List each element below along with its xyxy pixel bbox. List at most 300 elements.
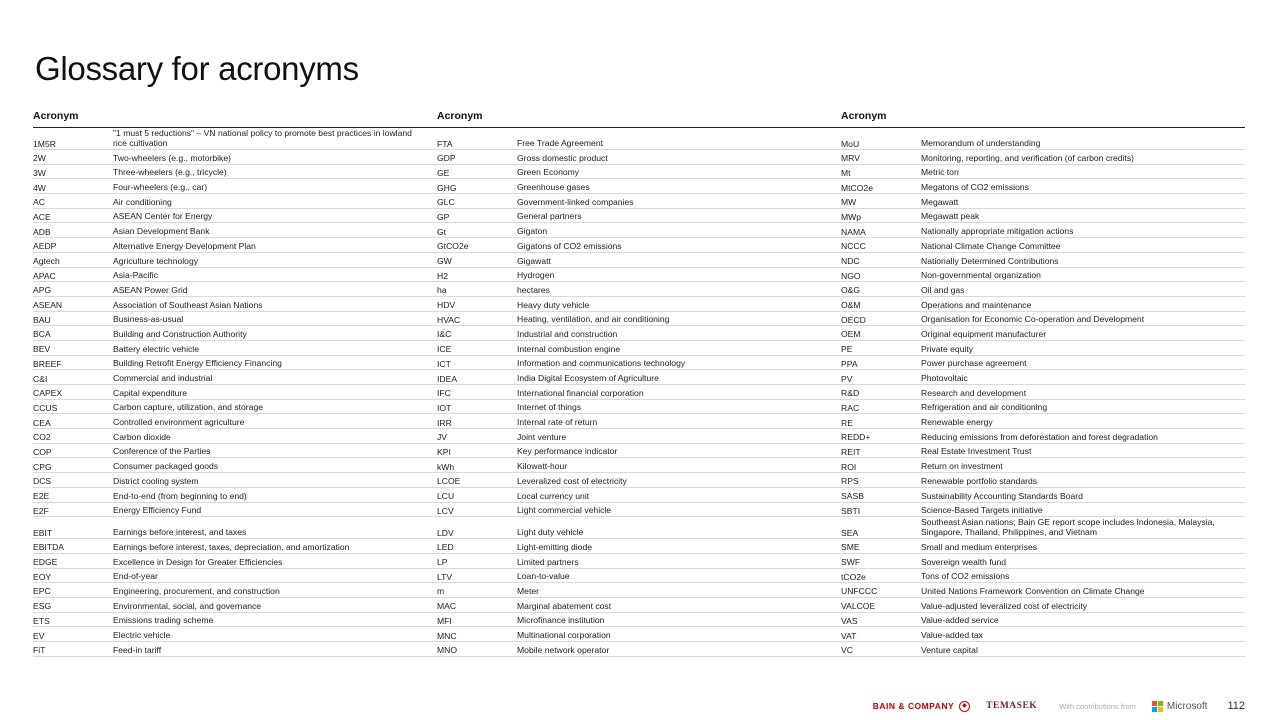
table-row	[437, 444, 841, 459]
table-row	[33, 341, 437, 356]
acronym-cell: IOT	[437, 402, 452, 413]
acronym-cell: GHG	[437, 182, 457, 193]
page-title: Glossary for acronyms	[35, 50, 359, 87]
table-row	[437, 150, 841, 165]
definition-cell: Alternative Energy Development Plan	[113, 240, 256, 251]
table-row	[841, 539, 1245, 554]
acronym-cell: O&G	[841, 285, 861, 296]
definition-cell: Mobile network operator	[517, 644, 610, 655]
table-row	[33, 642, 437, 657]
table-row	[33, 517, 437, 539]
acronym-cell: Mt	[841, 167, 851, 178]
acronym-cell: m	[437, 586, 445, 597]
table-row	[841, 473, 1245, 488]
table-row	[437, 569, 841, 584]
acronym-cell: NDC	[841, 256, 860, 266]
table-row	[841, 128, 1245, 150]
acronym-cell: DCS	[33, 476, 52, 487]
definition-cell: Value-added service	[921, 615, 999, 626]
definition-cell: Environmental, social, and governance	[113, 600, 262, 611]
definition-cell: United Nations Framework Convention on Climate Change	[921, 585, 1145, 596]
acronym-cell: CAPEX	[33, 388, 63, 399]
acronym-cell: MRV	[841, 153, 860, 164]
table-row	[437, 598, 841, 613]
definition-cell: Sustainability Accounting Standards Board	[921, 490, 1083, 501]
table-row	[33, 128, 437, 150]
acronym-cell: MoU	[841, 138, 860, 149]
table-row	[437, 642, 841, 657]
table-row	[33, 253, 437, 268]
definition-cell: Real Estate Investment Trust	[921, 446, 1032, 457]
table-row	[33, 458, 437, 473]
definition-cell: Light commercial vehicle	[517, 505, 612, 516]
definition-cell: Meter	[517, 585, 539, 596]
acronym-cell: ICT	[437, 358, 451, 369]
definition-cell: Industrial and construction	[517, 328, 618, 339]
definition-cell: District cooling system	[113, 475, 199, 486]
acronym-cell: IFC	[437, 388, 451, 399]
table-row	[841, 253, 1245, 268]
definition-cell: Megawatt peak	[921, 211, 980, 222]
acronym-cell: 3W	[33, 167, 46, 178]
definition-cell: Value-adjusted leveralized cost of electricity	[921, 600, 1088, 611]
table-row	[841, 312, 1245, 327]
acronym-cell: UNFCCC	[841, 586, 878, 597]
table-row	[437, 458, 841, 473]
table-row	[841, 488, 1245, 503]
table-row	[841, 385, 1245, 400]
acronym-cell: MFI	[437, 615, 452, 626]
table-row	[437, 613, 841, 628]
table-row	[841, 209, 1245, 224]
definition-cell: Green Economy	[517, 167, 580, 178]
glossary-column-2	[437, 128, 841, 657]
acronym-cell: GP	[437, 211, 450, 222]
acronym-cell: EBIT	[33, 527, 53, 538]
acronym-cell: 4W	[33, 182, 46, 193]
acronym-cell: CO2	[33, 432, 51, 443]
table-row	[841, 326, 1245, 341]
acronym-cell: SWF	[841, 557, 861, 568]
table-row	[437, 253, 841, 268]
definition-cell: Internet of things	[517, 402, 582, 413]
table-row	[33, 356, 437, 371]
table-row	[841, 297, 1245, 312]
acronym-cell: R&D	[841, 388, 860, 399]
definition-cell: General partners	[517, 211, 582, 222]
definition-cell: Marginal abatement cost	[517, 600, 612, 611]
definition-cell: Internal combustion engine	[517, 343, 621, 354]
table-row	[437, 539, 841, 554]
acronym-cell: LCU	[437, 491, 455, 501]
acronym-cell: ETS	[33, 615, 50, 626]
table-row	[33, 627, 437, 642]
table-row	[437, 400, 841, 415]
definition-cell: Free Trade Agreement	[517, 138, 603, 148]
acronym-cell: EDGE	[33, 557, 58, 568]
definition-cell: Research and development	[921, 387, 1027, 398]
table-row	[437, 326, 841, 341]
definition-cell: Gigaton	[517, 226, 548, 237]
acronym-cell: Gt	[437, 226, 447, 237]
header-acronym-label: Acronym	[33, 110, 79, 122]
table-row	[33, 503, 437, 518]
acronym-cell: PPA	[841, 358, 858, 369]
definition-cell: Nationally appropriate mitigation actions	[921, 226, 1074, 237]
definition-cell: Value-added tax	[921, 630, 983, 640]
table-row	[841, 598, 1245, 613]
definition-cell: Building Retrofit Energy Efficiency Financing	[113, 358, 282, 369]
table-row	[33, 554, 437, 569]
acronym-cell: GE	[437, 167, 450, 178]
acronym-cell: ha	[437, 285, 447, 296]
definition-cell: Multinational corporation	[517, 630, 611, 640]
header-col-1	[33, 109, 437, 127]
definition-cell: Consumer packaged goods	[113, 461, 219, 472]
definition-cell: International financial corporation	[517, 387, 644, 398]
definition-cell: Air conditioning	[113, 196, 172, 207]
table-row	[437, 268, 841, 283]
definition-cell: Four-wheelers (e.g., car)	[113, 182, 208, 193]
table-row	[33, 385, 437, 400]
definition-cell: India Digital Ecosystem of Agriculture	[517, 373, 659, 383]
acronym-cell: LED	[437, 542, 454, 553]
acronym-cell: MNO	[437, 645, 458, 656]
definition-cell: Building and Construction Authority	[113, 328, 247, 339]
acronym-cell: SME	[841, 542, 860, 553]
acronym-cell: HDV	[437, 300, 456, 311]
acronym-cell: REIT	[841, 446, 861, 457]
table-row	[33, 238, 437, 253]
footer	[873, 700, 1245, 712]
definition-cell: Southeast Asian nations; Bain GE report scope includes Indonesia, Malaysia, Singapore, Thailand, Philippines, and Vietnam	[921, 516, 1215, 538]
definition-cell: Local currency unit	[517, 490, 590, 501]
definition-cell: Information and communications technology	[517, 358, 686, 369]
table-row	[437, 473, 841, 488]
table-row	[841, 268, 1245, 283]
acronym-cell: H2	[437, 270, 448, 281]
table-row	[437, 627, 841, 642]
table-row	[841, 569, 1245, 584]
definition-cell: End-of-year	[113, 571, 158, 582]
acronym-cell: KPI	[437, 446, 451, 457]
table-row	[841, 503, 1245, 518]
acronym-cell: REDD+	[841, 432, 871, 443]
table-row	[437, 282, 841, 297]
definition-cell: Renewable energy	[921, 417, 993, 428]
header-acronym-label: Acronym	[841, 110, 887, 122]
definition-cell: Excellence in Design for Greater Efficiencies	[113, 556, 283, 567]
header-col-2	[437, 109, 841, 127]
table-row	[437, 554, 841, 569]
microsoft-squares-icon	[1152, 701, 1163, 712]
acronym-cell: EV	[33, 630, 45, 641]
table-row	[437, 517, 841, 539]
acronym-cell: Agtech	[33, 256, 60, 266]
definition-cell: Earnings before interest, taxes, depreciation, and amortization	[113, 541, 350, 552]
table-row	[437, 370, 841, 385]
acronym-cell: RE	[841, 417, 853, 428]
acronym-cell: MWp	[841, 211, 862, 222]
microsoft-logo-text: Microsoft	[1166, 700, 1208, 712]
table-row	[437, 128, 841, 150]
definition-cell: Tons of CO2 emissions	[921, 571, 1010, 582]
definition-cell: "1 must 5 reductions" – VN national policy to promote best practices in lowland rice cultivation	[113, 127, 412, 148]
definition-cell: Nationally Determined Contributions	[921, 255, 1059, 266]
table-row	[437, 238, 841, 253]
definition-cell: Internal rate of return	[517, 417, 598, 428]
acronym-cell: ADB	[33, 226, 51, 237]
table-row	[841, 517, 1245, 539]
acronym-cell: PE	[841, 344, 853, 355]
table-row	[841, 370, 1245, 385]
acronym-cell: RPS	[841, 476, 859, 487]
acronym-cell: APAC	[33, 270, 56, 281]
acronym-cell: EOY	[33, 571, 52, 582]
definition-cell: Original equipment manufacturer	[921, 328, 1047, 339]
definition-cell: Carbon capture, utilization, and storage	[113, 402, 264, 413]
definition-cell: Battery electric vehicle	[113, 343, 199, 354]
table-row	[33, 473, 437, 488]
acronym-cell: E2E	[33, 491, 50, 501]
glossary-table	[33, 109, 1245, 657]
table-row	[33, 312, 437, 327]
definition-cell: Refrigeration and air conditioning	[921, 402, 1048, 413]
table-row	[437, 429, 841, 444]
table-row	[437, 194, 841, 209]
definition-cell: Electric vehicle	[113, 630, 171, 640]
definition-cell: Photovoltaic	[921, 373, 968, 383]
acronym-cell: LDV	[437, 527, 454, 538]
acronym-cell: ICE	[437, 344, 452, 355]
definition-cell: Loan-to-value	[517, 571, 570, 582]
acronym-cell: CEA	[33, 417, 51, 428]
definition-cell: Conference of the Parties	[113, 446, 211, 457]
acronym-cell: MAC	[437, 601, 457, 612]
table-row	[33, 613, 437, 628]
acronym-cell: PV	[841, 373, 853, 384]
definition-cell: Reducing emissions from deforestation and forest degradation	[921, 431, 1158, 442]
definition-cell: Oil and gas	[921, 284, 965, 295]
definition-cell: Memorandum of understanding	[921, 138, 1041, 148]
definition-cell: Association of Southeast Asian Nations	[113, 299, 263, 310]
definition-cell: Microfinance institution	[517, 615, 605, 626]
acronym-cell: SASB	[841, 491, 864, 501]
acronym-cell: NCCC	[841, 241, 866, 252]
definition-cell: Gigawatt	[517, 255, 551, 266]
acronym-cell: MW	[841, 197, 857, 208]
acronym-cell: VALCOE	[841, 601, 876, 612]
definition-cell: Capital expenditure	[113, 387, 188, 398]
table-row	[33, 209, 437, 224]
acronym-cell: APG	[33, 285, 52, 296]
table-row	[841, 282, 1245, 297]
acronym-cell: HVAC	[437, 314, 461, 325]
definition-cell: Return on investment	[921, 461, 1003, 472]
acronym-cell: VC	[841, 645, 853, 656]
acronym-cell: I&C	[437, 329, 452, 340]
table-row	[841, 356, 1245, 371]
definition-cell: Non-governmental organization	[921, 270, 1041, 281]
temasek-logo: TEMASEK	[986, 701, 1038, 711]
table-row	[437, 165, 841, 180]
acronym-cell: GDP	[437, 153, 456, 164]
header-col-3	[841, 109, 1245, 127]
definition-cell: Key performance indicator	[517, 446, 618, 457]
definition-cell: Private equity	[921, 343, 974, 354]
acronym-cell: SBTI	[841, 505, 861, 516]
acronym-cell: BREEF	[33, 358, 62, 369]
acronym-cell: 2W	[33, 153, 46, 164]
table-row	[841, 150, 1245, 165]
table-row	[841, 429, 1245, 444]
table-row	[33, 429, 437, 444]
definition-cell: Engineering, procurement, and construction	[113, 585, 280, 596]
definition-cell: Earnings before interest, and taxes	[113, 527, 247, 538]
definition-cell: National Climate Change Committee	[921, 240, 1061, 251]
table-row	[841, 179, 1245, 194]
acronym-cell: tCO2e	[841, 571, 866, 582]
acronym-cell: VAT	[841, 630, 857, 641]
definition-cell: Three-wheelers (e.g., tricycle)	[113, 167, 227, 178]
table-row	[437, 488, 841, 503]
table-row	[841, 444, 1245, 459]
acronym-cell: EPC	[33, 586, 51, 597]
table-row	[437, 356, 841, 371]
definition-cell: Feed-in tariff	[113, 644, 162, 655]
bain-logo-text: BAIN & COMPANY	[872, 701, 955, 711]
definition-cell: Metric ton	[921, 167, 959, 178]
definition-cell: Power purchase agreement	[921, 358, 1027, 369]
definition-cell: hectares	[517, 284, 550, 295]
table-row	[841, 613, 1245, 628]
acronym-cell: LP	[437, 557, 448, 568]
glossary-column-3	[841, 128, 1245, 657]
definition-cell: Small and medium enterprises	[921, 541, 1038, 552]
acronym-cell: 1M5R	[33, 138, 56, 149]
table-row	[437, 312, 841, 327]
acronym-cell: E2F	[33, 505, 49, 516]
acronym-cell: EBITDA	[33, 542, 65, 553]
definition-cell: Organisation for Economic Co-operation and Development	[921, 314, 1145, 325]
definition-cell: Greenhouse gases	[517, 182, 590, 193]
table-row	[437, 209, 841, 224]
definition-cell: Gross domestic product	[517, 152, 608, 163]
bain-mark-icon: ◆	[959, 701, 970, 712]
definition-cell: Energy Efficiency Fund	[113, 505, 202, 516]
acronym-cell: BEV	[33, 344, 51, 355]
glossary-column-1	[33, 128, 437, 657]
acronym-cell: COP	[33, 446, 52, 457]
table-row	[841, 583, 1245, 598]
definition-cell: Controlled environment agriculture	[113, 417, 245, 428]
acronym-cell: AEDP	[33, 241, 57, 252]
table-row	[841, 554, 1245, 569]
table-row	[841, 414, 1245, 429]
table-header	[33, 109, 1245, 128]
table-row	[33, 539, 437, 554]
acronym-cell: BCA	[33, 329, 51, 340]
definition-cell: Limited partners	[517, 556, 579, 567]
definition-cell: Venture capital	[921, 644, 978, 655]
acronym-cell: BAU	[33, 314, 51, 325]
definition-cell: Government-linked companies	[517, 196, 634, 207]
definition-cell: Agriculture technology	[113, 255, 199, 266]
definition-cell: Asia-Pacific	[113, 270, 158, 281]
table-row	[33, 297, 437, 312]
table-row	[841, 400, 1245, 415]
table-row	[437, 414, 841, 429]
table-row	[437, 583, 841, 598]
table-row	[33, 194, 437, 209]
definition-cell: Gigatons of CO2 emissions	[517, 240, 622, 251]
definition-cell: Heavy duty vehicle	[517, 299, 590, 310]
acronym-cell: VAS	[841, 615, 858, 626]
table-row	[437, 179, 841, 194]
header-acronym-label: Acronym	[437, 110, 483, 122]
table-row	[33, 444, 437, 459]
definition-cell: Business-as-usual	[113, 314, 184, 325]
acronym-cell: CCUS	[33, 402, 58, 413]
table-row	[841, 627, 1245, 642]
acronym-cell: NGO	[841, 270, 861, 281]
table-row	[841, 238, 1245, 253]
table-row	[33, 400, 437, 415]
table-row	[33, 150, 437, 165]
definition-cell: Carbon dioxide	[113, 431, 171, 442]
definition-cell: Sovereign wealth fund	[921, 556, 1007, 567]
table-row	[33, 583, 437, 598]
acronym-cell: IRR	[437, 417, 452, 428]
acronym-cell: IDEA	[437, 373, 458, 384]
acronym-cell: C&I	[33, 373, 48, 384]
acronym-cell: GW	[437, 256, 452, 266]
table-row	[841, 165, 1245, 180]
acronym-cell: ESG	[33, 601, 52, 612]
definition-cell: ASEAN Center for Energy	[113, 211, 213, 222]
table-row	[33, 179, 437, 194]
bain-logo	[873, 701, 970, 712]
definition-cell: Light duty vehicle	[517, 527, 584, 538]
table-row	[437, 503, 841, 518]
definition-cell: End-to-end (from beginning to end)	[113, 490, 247, 501]
definition-cell: Light-emitting diode	[517, 541, 593, 552]
acronym-cell: ROI	[841, 461, 857, 472]
table-row	[841, 642, 1245, 657]
table-row	[33, 282, 437, 297]
table-row	[33, 268, 437, 283]
table-row	[33, 326, 437, 341]
table-row	[841, 194, 1245, 209]
table-row	[33, 488, 437, 503]
acronym-cell: CPG	[33, 461, 52, 472]
acronym-cell: kWh	[437, 461, 455, 472]
acronym-cell: MtCO2e	[841, 182, 873, 193]
definition-cell: Operations and maintenance	[921, 299, 1032, 310]
microsoft-logo	[1152, 701, 1208, 712]
acronym-cell: OECD	[841, 314, 866, 325]
acronym-cell: MNC	[437, 630, 457, 641]
acronym-cell: AC	[33, 197, 45, 208]
definition-cell: Megatons of CO2 emissions	[921, 182, 1029, 193]
definition-cell: Commercial and industrial	[113, 373, 213, 383]
contributions-text: With contributions from	[1059, 701, 1136, 711]
acronym-cell: NAMA	[841, 226, 866, 237]
acronym-cell: RAC	[841, 402, 860, 413]
table-row	[33, 223, 437, 238]
definition-cell: Two-wheelers (e.g., motorbike)	[113, 152, 231, 163]
table-row	[33, 165, 437, 180]
